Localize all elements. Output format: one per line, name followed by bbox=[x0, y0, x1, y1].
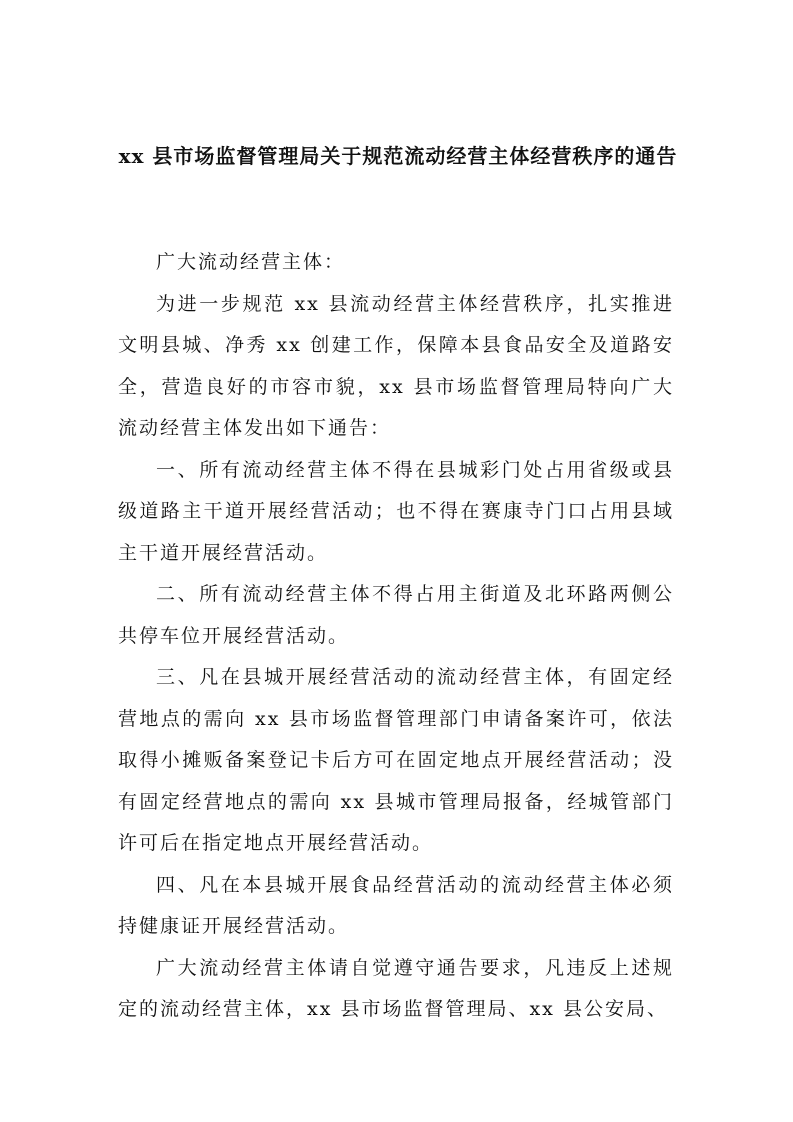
paragraph-intro: 为进一步规范 xx 县流动经营主体经营秩序，扎实推进文明县城、净秀 xx 创建工作，保障本县食品安全及道路安全，营造良好的市容市貌，xx 县市场监督管理局特向广大流动经营主体发出如下通告： bbox=[118, 292, 674, 439]
paragraph-item-1: 一、所有流动经营主体不得在县城彩门处占用省级或县级道路主干道开展经营活动；也不得在赛康寺门口占用县域主干道开展经营活动。 bbox=[118, 458, 674, 564]
paragraph-closing: 广大流动经营主体请自觉遵守通告要求，凡违反上述规定的流动经营主体，xx 县市场监督管理局、xx 县公安局、 bbox=[118, 956, 674, 1020]
paragraph-item-4: 四、凡在本县城开展食品经营活动的流动经营主体必须持健康证开展经营活动。 bbox=[118, 873, 674, 937]
salutation: 广大流动经营主体： bbox=[156, 251, 346, 273]
paragraph-item-3: 三、凡在县城开展经营活动的流动经营主体，有固定经营地点的需向 xx 县市场监督管理部门申请备案许可，依法取得小摊贩备案登记卡后方可在固定地点开展经营活动；没有固定经营地点的需向 xx 县城市管理局报备，经城管部门许可后在指定地点开展经营活动。 bbox=[118, 666, 674, 854]
document-title: xx 县市场监督管理局关于规范流动经营主体经营秩序的通告 bbox=[118, 144, 678, 168]
paragraph-item-2: 二、所有流动经营主体不得占用主街道及北环路两侧公共停车位开展经营活动。 bbox=[118, 583, 674, 647]
document-body bbox=[118, 242, 674, 1031]
